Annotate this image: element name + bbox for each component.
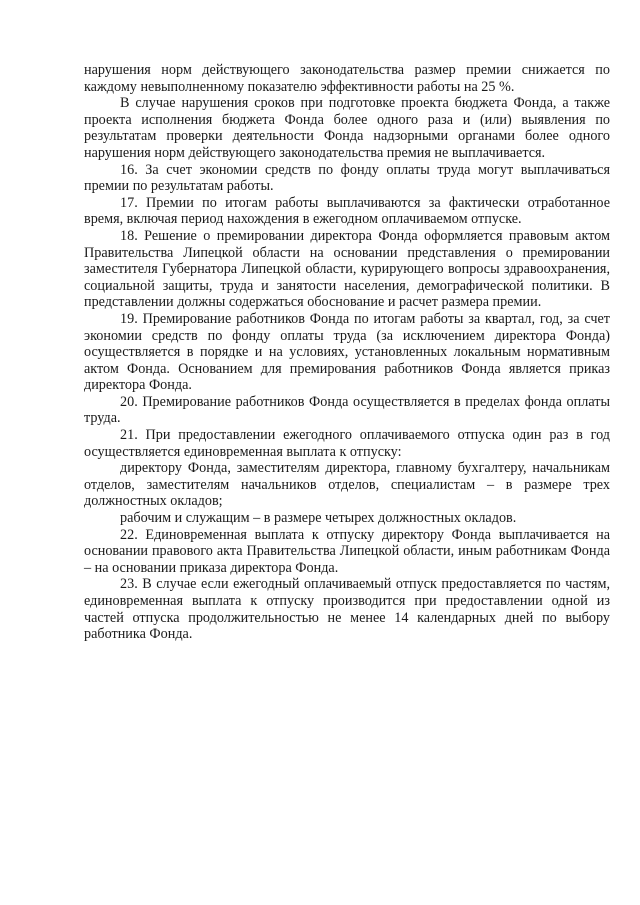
paragraph-22: 22. Единовременная выплата к отпуску директору Фонда выплачивается на основании правового акта Правительства Липецкой области, иным работникам Фонда – на основании приказа директора Фонда. <box>84 526 610 576</box>
paragraph-16: 16. За счет экономии средств по фонду оплаты труда могут выплачиваться премии по результатам работы. <box>84 161 610 195</box>
paragraph-21: 21. При предоставлении ежегодного оплачиваемого отпуска один раз в год осуществляется единовременная выплата к отпуску: <box>84 427 610 460</box>
paragraph-17: 17. Премии по итогам работы выплачиваются за фактически отработанное время, включая период нахождения в ежегодном оплачиваемом отпуске. <box>84 194 610 228</box>
paragraph-19: 19. Премирование работников Фонда по итогам работы за квартал, год, за счет экономии средств по фонду оплаты труда (за исключением директора Фонда) осуществляется в порядке и на условиях, установленных локальным нормативным актом Фонда. Основанием для премирования работников Фонда является приказ директора Фонда. <box>84 310 610 394</box>
document-page <box>84 62 610 643</box>
paragraph-18: 18. Решение о премировании директора Фонда оформляется правовым актом Правительства Липецкой области на основании представления о премировании заместителя Губернатора Липецкой области, курирующего вопросы здравоохранения, социальной защиты, труда и занятости населения, демографической политики. В представлении должны содержаться обоснование и расчет размера премии. <box>84 227 610 311</box>
paragraph-continuation: нарушения норм действующего законодательства размер премии снижается по каждому невыполненному показателю эффективности работы на 25 %. <box>84 62 610 95</box>
paragraph-21-item-1: директору Фонда, заместителям директора, главному бухгалтеру, начальникам отделов, заместителям начальников отделов, специалистам – в размере трех должностных окладов; <box>84 460 610 510</box>
paragraph-23: 23. В случае если ежегодный оплачиваемый отпуск предоставляется по частям, единовременная выплата к отпуску производится при предоставлении одной из частей отпуска продолжительностью не менее 14 календарных дней по выбору работника Фонда. <box>84 576 610 643</box>
paragraph-20: 20. Премирование работников Фонда осуществляется в пределах фонда оплаты труда. <box>84 393 610 427</box>
paragraph-budget-violation: В случае нарушения сроков при подготовке проекта бюджета Фонда, а также проекта исполнения бюджета Фонда более одного раза и (или) выявления по результатам проверки деятельности Фонда надзорными органами более одного нарушения норм действующего законодательства премия не выплачивается. <box>84 95 610 161</box>
paragraph-21-item-2: рабочим и служащим – в размере четырех должностных окладов. <box>120 510 517 527</box>
